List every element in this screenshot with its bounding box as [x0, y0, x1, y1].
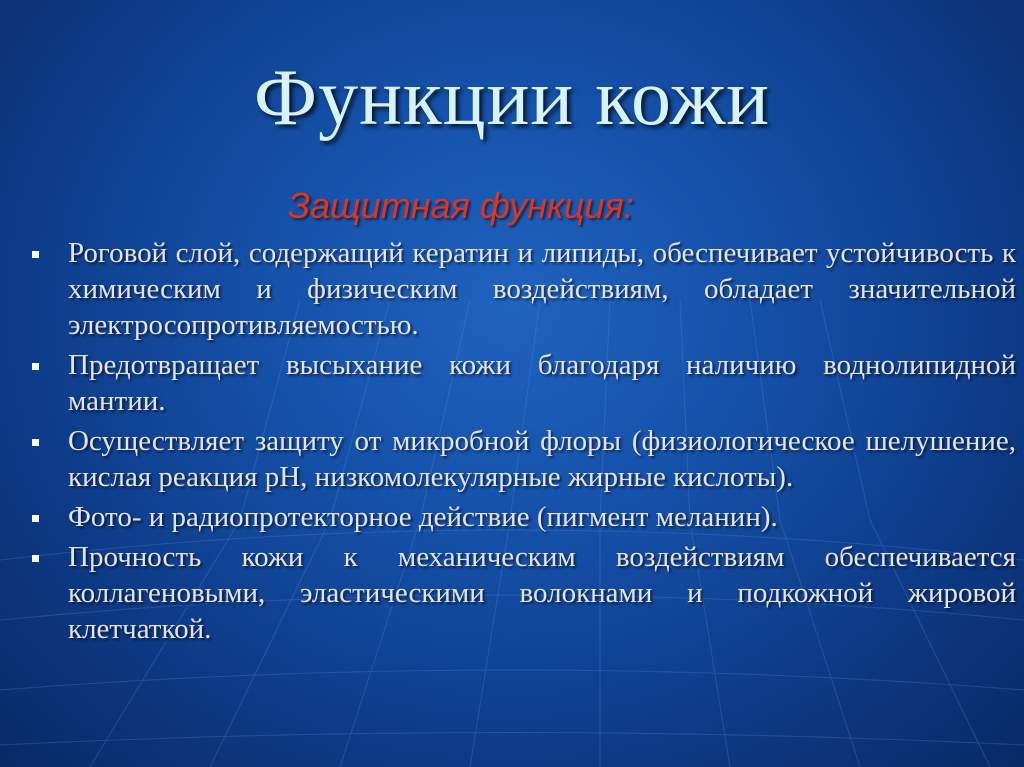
bullet-item [28, 235, 1016, 343]
bullet-text: Предотвращает высыхание кожи благодаря наличию воднолипидной мантии. [68, 349, 1016, 417]
bullet-list [28, 235, 1016, 651]
bullet-square-icon [32, 515, 39, 522]
section-subtitle: Защитная функция: [288, 185, 634, 226]
bullet-item [28, 423, 1016, 495]
bullet-text: Роговой слой, содержащий кератин и липиды, обеспечивает устойчивость к химическим и физическим воздействиям, обладает значительной электросопротивляемостью. [68, 237, 1016, 341]
bullet-square-icon [32, 363, 39, 370]
bullet-item [28, 499, 1016, 535]
bullet-text: Осуществляет защиту от микробной флоры (физиологическое шелушение, кислая реакция рН, низкомолекулярные жирные кислоты). [68, 425, 1016, 493]
bullet-square-icon [32, 439, 39, 446]
bullet-item [28, 347, 1016, 419]
bullet-text: Прочность кожи к механическим воздействиям обеспечивается коллагеновыми, эластическими волокнами и подкожной жировой клетчаткой. [68, 541, 1016, 645]
bullet-text: Фото- и радиопротекторное действие (пигмент меланин). [68, 501, 778, 533]
bullet-square-icon [32, 251, 39, 258]
bullet-item [28, 539, 1016, 647]
bullet-square-icon [32, 555, 39, 562]
slide-title: Функции кожи [253, 54, 771, 142]
